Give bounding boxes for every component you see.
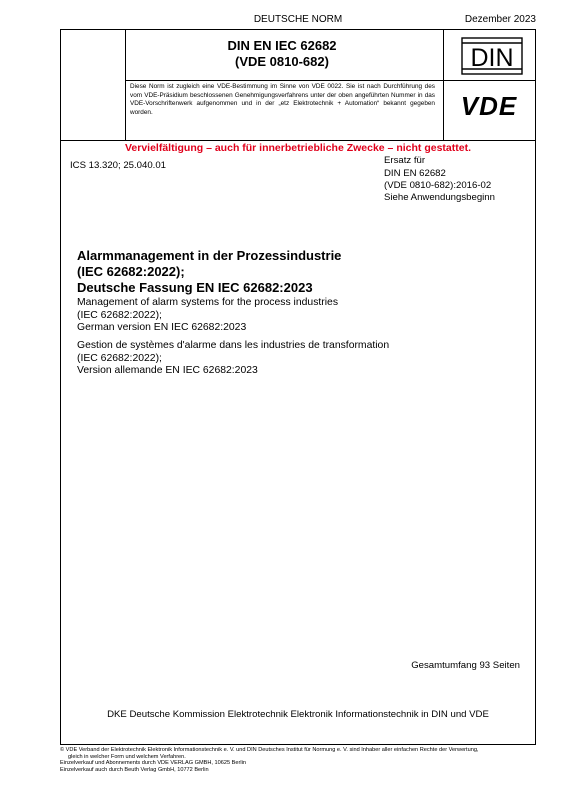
footer-line: Einzelverkauf auch durch Beuth Verlag GmbH, 10772 Berlin — [60, 766, 209, 773]
replacement-line: DIN EN 62682 — [384, 168, 446, 179]
vde-logo-text: VDE — [460, 91, 518, 120]
german-title — [77, 248, 497, 296]
publication-date: Dezember 2023 — [464, 14, 536, 25]
document-frame — [60, 29, 536, 745]
german-title-line: (IEC 62682:2022); — [77, 264, 185, 279]
replacement-line: Siehe Anwendungsbeginn — [384, 192, 495, 203]
ics-codes: ICS 13.320; 25.040.01 — [70, 160, 167, 171]
french-title-line: (IEC 62682:2022); — [77, 352, 162, 364]
footer-line: © VDE Verband der Elektrotechnik Elektronik Informationstechnik e. V. und DIN Deutsches Institut für Normung e. V. sind Inhaber aller einfachen Rechte der Verwertung, — [60, 747, 479, 753]
din-logo — [461, 37, 523, 75]
standard-number: DIN EN IEC 62682 — [227, 38, 337, 53]
standard-type-label: DEUTSCHE NORM — [253, 14, 343, 25]
german-title-line: Alarmmanagement in der Prozessindustrie — [77, 248, 342, 263]
din-logo-text: DIN — [470, 44, 514, 72]
french-title-line: Gestion de systèmes d'alarme dans les industries de transformation — [77, 340, 390, 351]
frame-divider-right — [443, 30, 444, 140]
english-title-line: Management of alarm systems for the process industries — [77, 297, 339, 308]
vde-notice: Diese Norm ist zugleich eine VDE-Bestimmung im Sinne von VDE 0022. Sie ist nach Durchführung des vom VDE-Präsidium beschlossenen Genehmigungsverfahrens unter der oben angeführten Nummer in das VDE-Vorschriftenwerk aufgenommen und in der „etz Elektrotechnik + Automation“ bekannt gegeben worden. — [130, 83, 435, 117]
vde-number: (VDE 0810-682) — [235, 54, 329, 69]
footer-line: gleich in welcher Form und welchem Verfahren. — [68, 753, 186, 760]
vde-logo — [451, 90, 527, 120]
replacement-label: Ersatz für — [384, 155, 426, 166]
frame-divider-bottom — [61, 140, 536, 141]
copy-warning: Vervielfältigung – auch für innerbetriebliche Zwecke – nicht gestattet. — [124, 142, 471, 154]
english-title — [77, 297, 497, 335]
replacement-line: (VDE 0810-682):2016-02 — [384, 180, 492, 191]
total-pages: Gesamtumfang 93 Seiten — [411, 660, 520, 671]
committee-name: DKE Deutsche Kommission Elektrotechnik Elektronik Informationstechnik in DIN und VDE — [107, 709, 489, 720]
french-title-line: Version allemande EN IEC 62682:2023 — [77, 365, 258, 377]
frame-divider-mid — [125, 80, 536, 81]
copyright-footer — [60, 747, 550, 773]
footer-line: Einzelverkauf und Abonnements durch VDE VERLAG GMBH, 10625 Berlin — [60, 760, 246, 767]
german-title-line: Deutsche Fassung EN IEC 62682:2023 — [77, 280, 313, 295]
english-title-line: (IEC 62682:2022); — [77, 309, 162, 321]
french-title — [77, 340, 497, 378]
english-title-line: German version EN IEC 62682:2023 — [77, 322, 247, 334]
